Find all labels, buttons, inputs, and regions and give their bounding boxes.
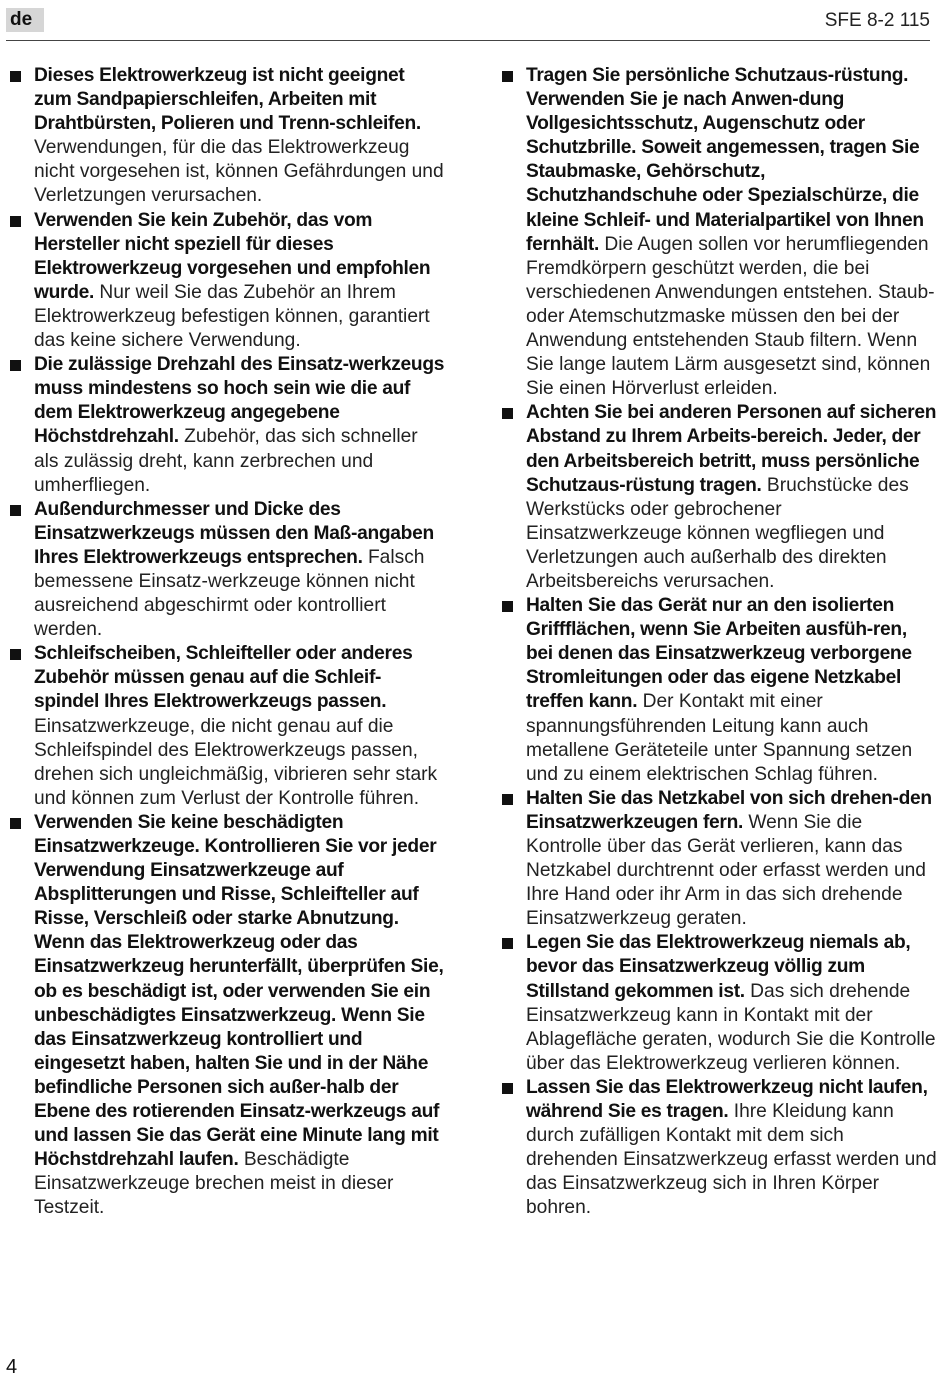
model-number: SFE 8-2 115	[824, 10, 930, 31]
right-column	[498, 64, 938, 1221]
list-item	[6, 811, 446, 1221]
item-bold-text: Die zulässige Drehzahl des Einsatz-werkzeugs muss mindestens so hoch sein wie die auf dem Elektrowerkzeug angegebene Höchstdrehzahl.	[34, 354, 445, 448]
bullet-square-icon	[502, 408, 513, 419]
list-item	[498, 401, 938, 594]
bullet-square-icon	[10, 360, 21, 371]
page-number: 4	[6, 1356, 18, 1378]
bullet-square-icon	[10, 216, 21, 227]
item-text: Einsatzwerkzeuge, die nicht genau auf die Schleifspindel des Elektrowerkzeugs passen, drehen sich ungleichmäßig, vibrieren sehr stark und können zum Verlust der Kontrolle führen.	[34, 715, 438, 809]
list-item	[498, 594, 938, 787]
item-bold-text: Lassen Sie das Elektrowerkzeug nicht laufen, während Sie es tragen.	[526, 1076, 928, 1123]
item-bold-text: Dieses Elektrowerkzeug ist nicht geeignet zum Sandpapierschleifen, Arbeiten mit Drahtbürsten, Polieren und Trenn-schleifen.	[34, 65, 421, 135]
bullet-square-icon	[10, 505, 21, 516]
item-text: Bruchstücke des Werkstücks oder gebrochener Einsatzwerkzeuge können wegfliegen und Verletzungen auch außerhalb des direkten Arbeitsbereichs verursachen.	[526, 474, 909, 592]
item-bold-text: Verwenden Sie keine beschädigten Einsatzwerkzeuge. Kontrollieren Sie vor jeder Verwendung Einsatzwerkzeuge auf Absplitterungen und Risse, Schleifteller auf Risse, Verschleiß oder starke Abnutzung. Wenn das Elektrowerkzeug oder das Einsatzwerkzeug herunterfällt, überprüfen Sie, ob es beschädigt ist, oder verwenden Sie ein unbeschädigtes Einsatzwerkzeug. Wenn Sie das Einsatzwerkzeug kontrolliert und eingesetzt haben, halten Sie und in der Nähe befindliche Personen sich außer-halb der Ebene des rotierenden Einsatz-werkzeugs auf und lassen Sie das Gerät eine Minute lang mit Höchstdrehzahl laufen.	[34, 811, 444, 1171]
list-item	[498, 64, 938, 401]
list-item	[6, 353, 446, 498]
list-item	[6, 64, 446, 209]
bullet-square-icon	[502, 1083, 513, 1094]
list-item	[498, 931, 938, 1076]
bullet-square-icon	[10, 818, 21, 829]
list-item	[6, 209, 446, 354]
item-text: Beschädigte Einsatzwerkzeuge brechen meist in dieser Testzeit.	[34, 1149, 394, 1219]
language-tag: de	[6, 8, 44, 32]
item-bold-text: Verwenden Sie kein Zubehör, das vom Hersteller nicht speziell für dieses Elektrowerkzeug vorgesehen und empfohlen wurde.	[34, 209, 431, 303]
list-item	[6, 642, 446, 811]
left-column	[6, 64, 446, 1221]
item-bold-text: Legen Sie das Elektrowerkzeug niemals ab, bevor das Einsatzwerkzeug völlig zum Stillstand gekommen ist.	[526, 932, 911, 1002]
list-item	[6, 498, 446, 643]
item-bold-text: Schleifscheiben, Schleifteller oder anderes Zubehör müssen genau auf die Schleif-spindel Ihres Elektrowerkzeugs passen.	[34, 643, 413, 713]
bullet-square-icon	[10, 649, 21, 660]
bullet-square-icon	[502, 601, 513, 612]
list-item	[498, 1076, 938, 1221]
list-item	[498, 787, 938, 932]
bullet-square-icon	[502, 938, 513, 949]
item-text: Falsch bemessene Einsatz-werkzeuge können nicht ausreichend abgeschirmt oder kontrolliert werden.	[34, 546, 425, 641]
item-bold-text: Halten Sie das Netzkabel von sich drehen-den Einsatzwerkzeugen fern.	[526, 787, 932, 833]
item-text: Wenn Sie die Kontrolle über das Gerät verlieren, kann das Netzkabel durchtrennt oder erfasst werden und Ihre Hand oder ihr Arm in das sich drehende Einsatzwerkzeug geraten.	[526, 811, 926, 930]
item-bold-text: Außendurchmesser und Dicke des Einsatzwerkzeugs müssen den Maß-angaben Ihres Elektrowerkzeugs entsprechen.	[34, 498, 434, 568]
item-text: Nur weil Sie das Zubehör an Ihrem Elektrowerkzeug befestigen können, garantiert das keine sichere Verwendung.	[34, 281, 430, 352]
header-divider	[6, 40, 930, 41]
bullet-square-icon	[10, 71, 21, 82]
item-bold-text: Achten Sie bei anderen Personen auf sicheren Abstand zu Ihrem Arbeits-bereich. Jeder, der den Arbeitsbereich betritt, muss persönliche Schutzaus-rüstung tragen.	[526, 402, 937, 496]
item-bold-text: Halten Sie das Gerät nur an den isolierten Griffflächen, wenn Sie Arbeiten ausfüh-ren, bei denen das Einsatzwerkzeug verborgene Stromleitungen oder das eigene Netzkabel treffen kann.	[526, 595, 912, 713]
page-header	[0, 0, 950, 42]
item-text: Zubehör, das sich schneller als zulässig dreht, kann zerbrechen und umherfliegen.	[34, 426, 418, 496]
item-text: Der Kontakt mit einer spannungsführenden Leitung kann auch metallene Geräteteile unter Spannung setzen und zu einem elektrischen Schlag führen.	[526, 691, 913, 785]
bullet-square-icon	[502, 794, 513, 805]
item-text: Die Augen sollen vor herumfliegenden Fremdkörpern geschützt werden, die bei verschiedenen Anwendungen entstehen. Staub- oder Atemschutzmaske müssen den bei der Anwendung entstehenden Staub filtern. Wenn Sie lange lautem Lärm ausgesetzt sind, können Sie einen Hörverlust erleiden.	[526, 233, 935, 400]
item-text: Verwendungen, für die das Elektrowerkzeug nicht vorgesehen ist, können Gefährdungen und Verletzungen verursachen.	[34, 137, 444, 207]
item-text: Ihre Kleidung kann durch zufälligen Kontakt mit dem sich drehenden Einsatzwerkzeug erfasst werden und das Einsatzwerkzeug sich in Ihren Körper bohren.	[526, 1101, 937, 1219]
bullet-square-icon	[502, 71, 513, 82]
item-bold-text: Tragen Sie persönliche Schutzaus-rüstung. Verwenden Sie je nach Anwen-dung Vollgesichtsschutz, Augenschutz oder Schutzbrille. Soweit angemessen, tragen Sie Staubmaske, Gehörschutz, Schutzhandschuhe oder Spezialschürze, die kleine Schleif- und Materialpartikel von Ihnen fernhält.	[526, 65, 924, 255]
item-text: Das sich drehende Einsatzwerkzeug kann in Kontakt mit der Ablagefläche geraten, wodurch Sie die Kontrolle über das Elektrowerkzeug verlieren können.	[526, 980, 936, 1074]
